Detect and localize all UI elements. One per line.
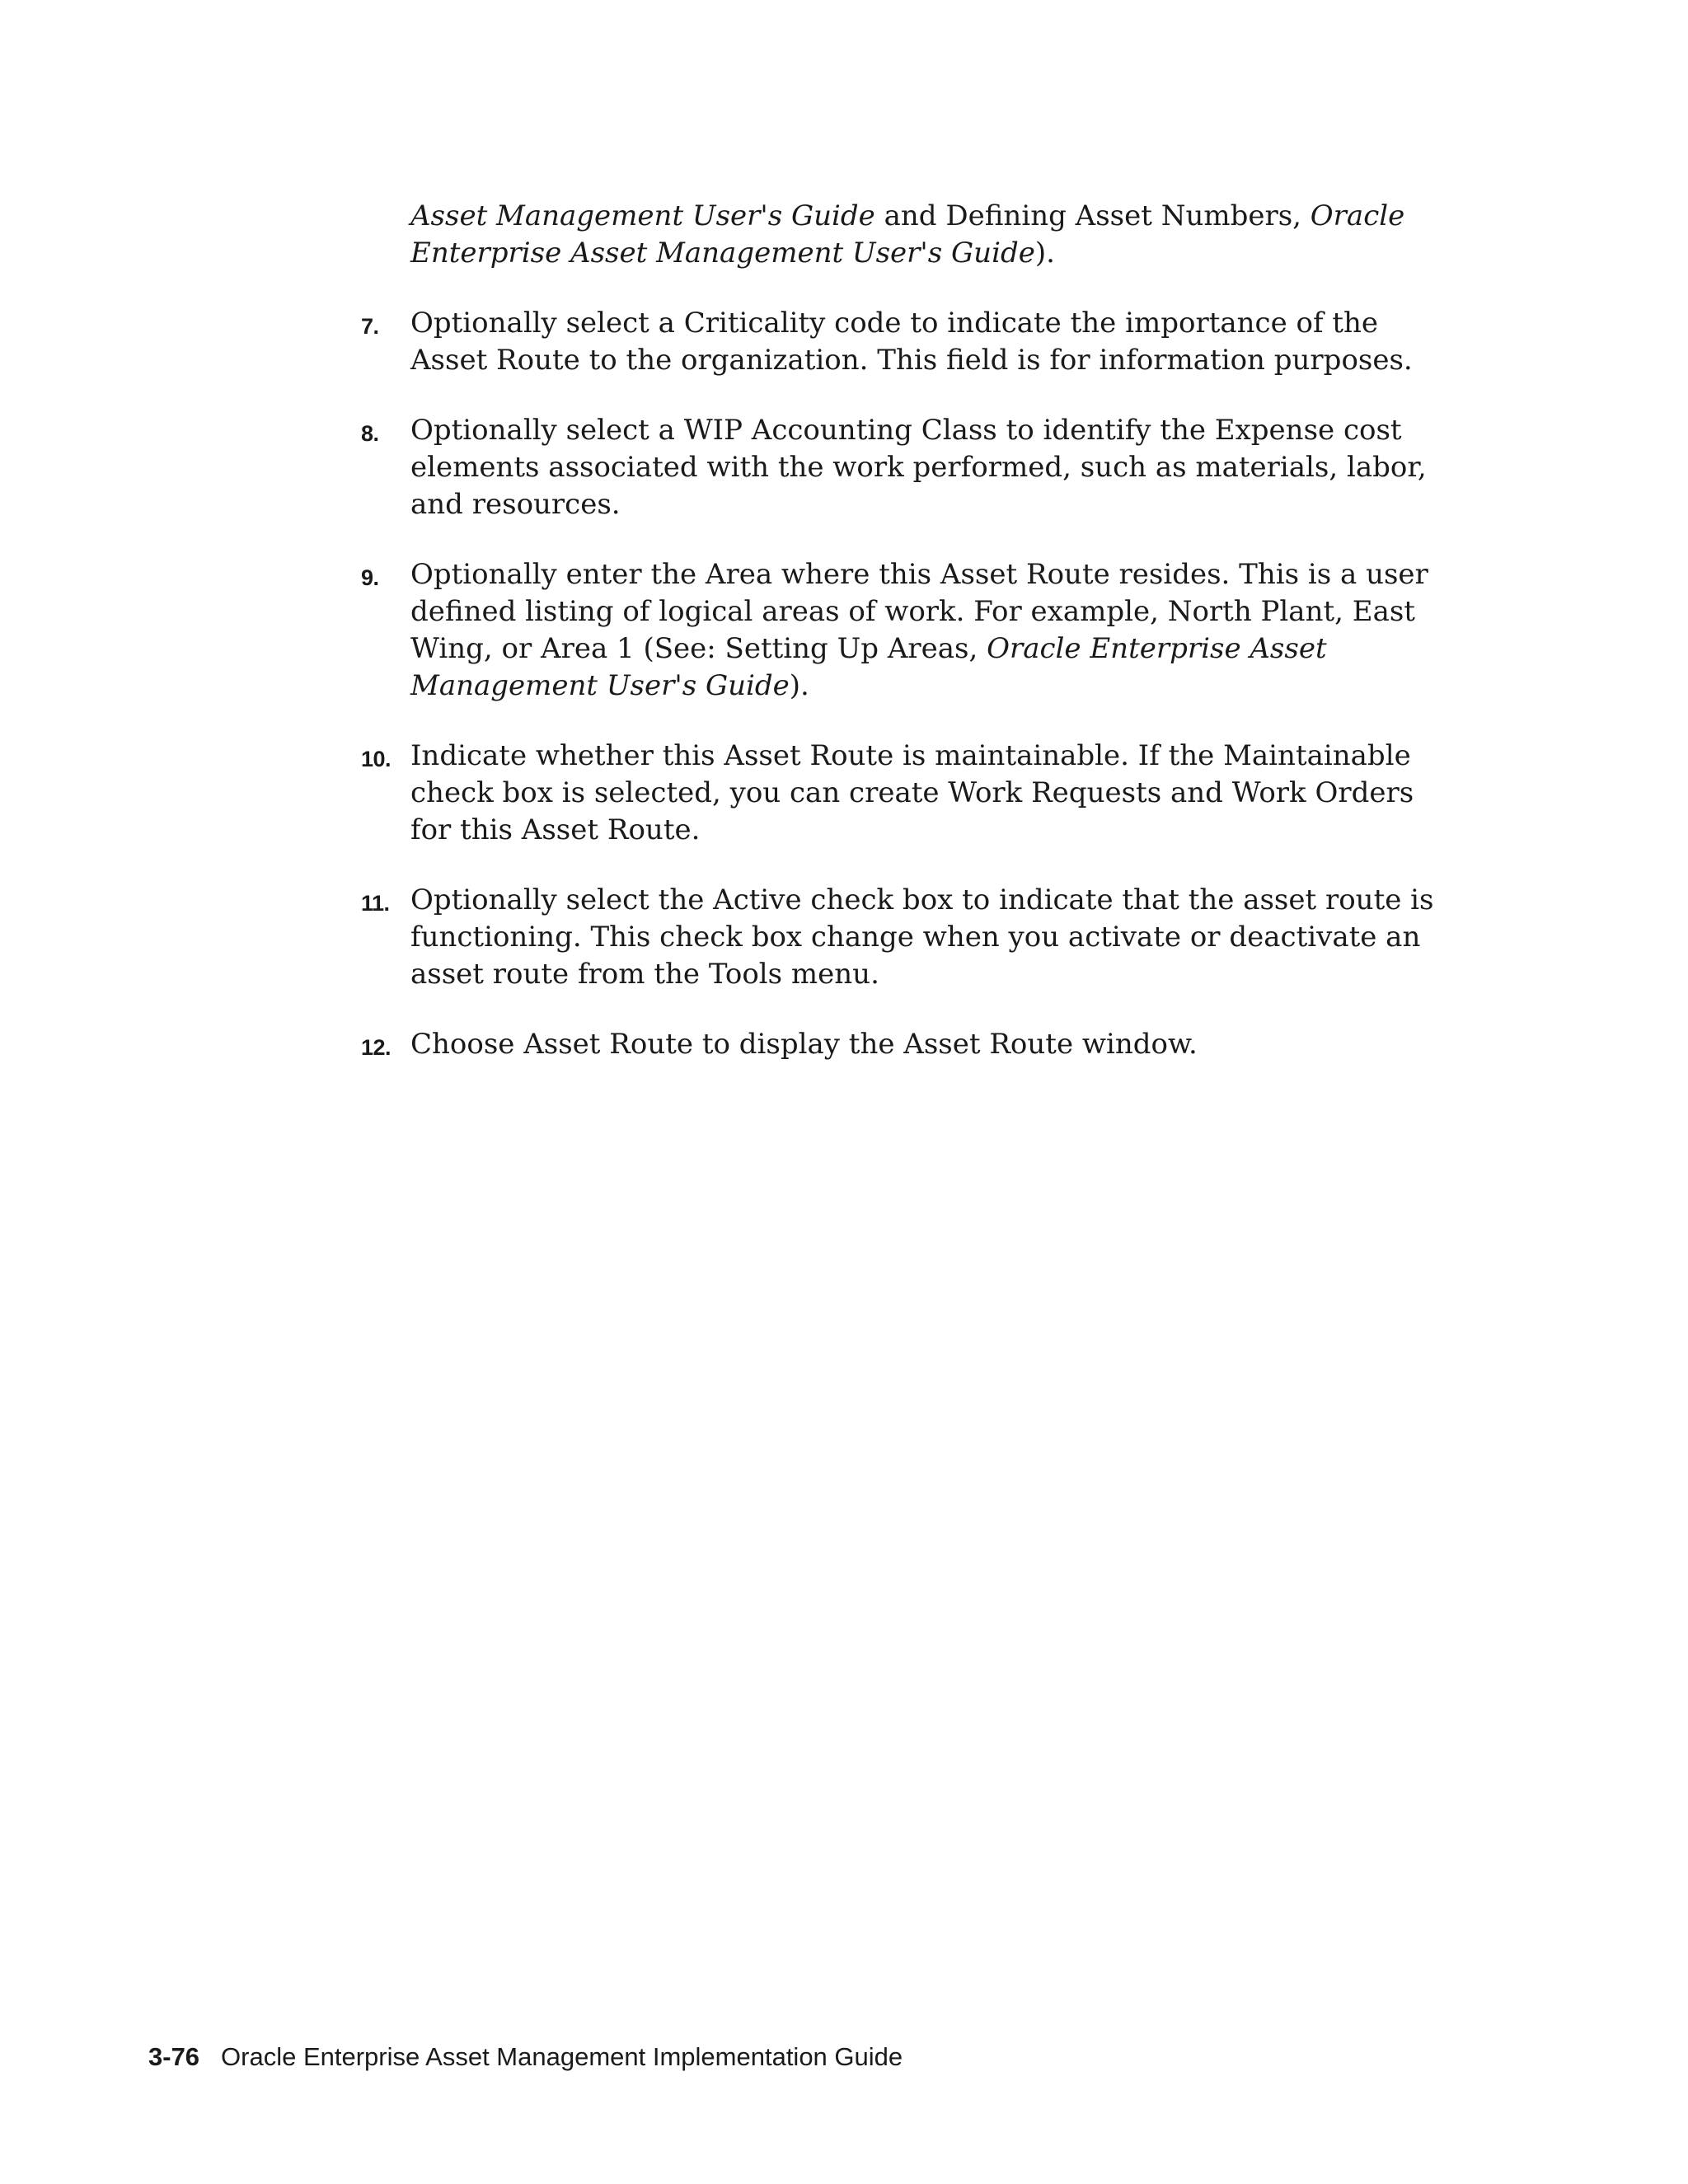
step-text-after: ). — [789, 669, 809, 702]
step-text-italic: Oracle Enterprise Asset Management User's Guide — [410, 632, 1327, 702]
step-number: 9. — [361, 565, 379, 590]
step-number: 11. — [361, 891, 390, 916]
step-text: Optionally select a WIP Accounting Class to identify the Expense cost elements associated with the work performed, such as materials, labor, and resources. — [410, 414, 1427, 521]
intro-italic-2: Oracle Enterprise Asset Management User's Guide — [410, 199, 1405, 269]
step-text-before: Optionally enter the Area where this Asset Route resides. This is a user defined listing of logical areas of work. For example, North Plant, East Wing, or Area 1 (See: Setting Up Areas, — [410, 558, 1428, 665]
step-8 — [361, 412, 1449, 523]
step-7 — [361, 305, 1449, 379]
step-text: Optionally select a Criticality code to indicate the importance of the Asset Route to the organization. This field is for information purposes. — [410, 307, 1413, 377]
step-number: 8. — [361, 421, 379, 446]
page-footer — [148, 2042, 903, 2072]
step-10 — [361, 738, 1449, 849]
step-text: Choose Asset Route to display the Asset Route window. — [410, 1028, 1198, 1061]
step-9 — [361, 556, 1449, 705]
intro-italic-1: Asset Management User's Guide — [410, 199, 875, 232]
step-text: Optionally select the Active check box to indicate that the asset route is functioning. This check box change when you activate or deactivate an asset route from the Tools menu. — [410, 883, 1434, 991]
step-text — [410, 556, 1449, 705]
step-12 — [361, 1026, 1449, 1063]
step-text: Indicate whether this Asset Route is maintainable. If the Maintainable check box is selected, you can create Work Requests and Work Orders for this Asset Route. — [410, 739, 1414, 846]
footer-title: Oracle Enterprise Asset Management Implementation Guide — [221, 2042, 903, 2071]
step-number: 10. — [361, 747, 392, 771]
intro-text-1: and Defining Asset Numbers, — [874, 199, 1311, 232]
step-11 — [361, 882, 1449, 993]
intro-paragraph — [410, 198, 1449, 272]
footer-page-number: 3-76 — [148, 2042, 200, 2071]
document-body — [361, 198, 1449, 1096]
step-number: 7. — [361, 314, 379, 339]
intro-text-2: ). — [1034, 237, 1055, 269]
step-number: 12. — [361, 1035, 392, 1060]
